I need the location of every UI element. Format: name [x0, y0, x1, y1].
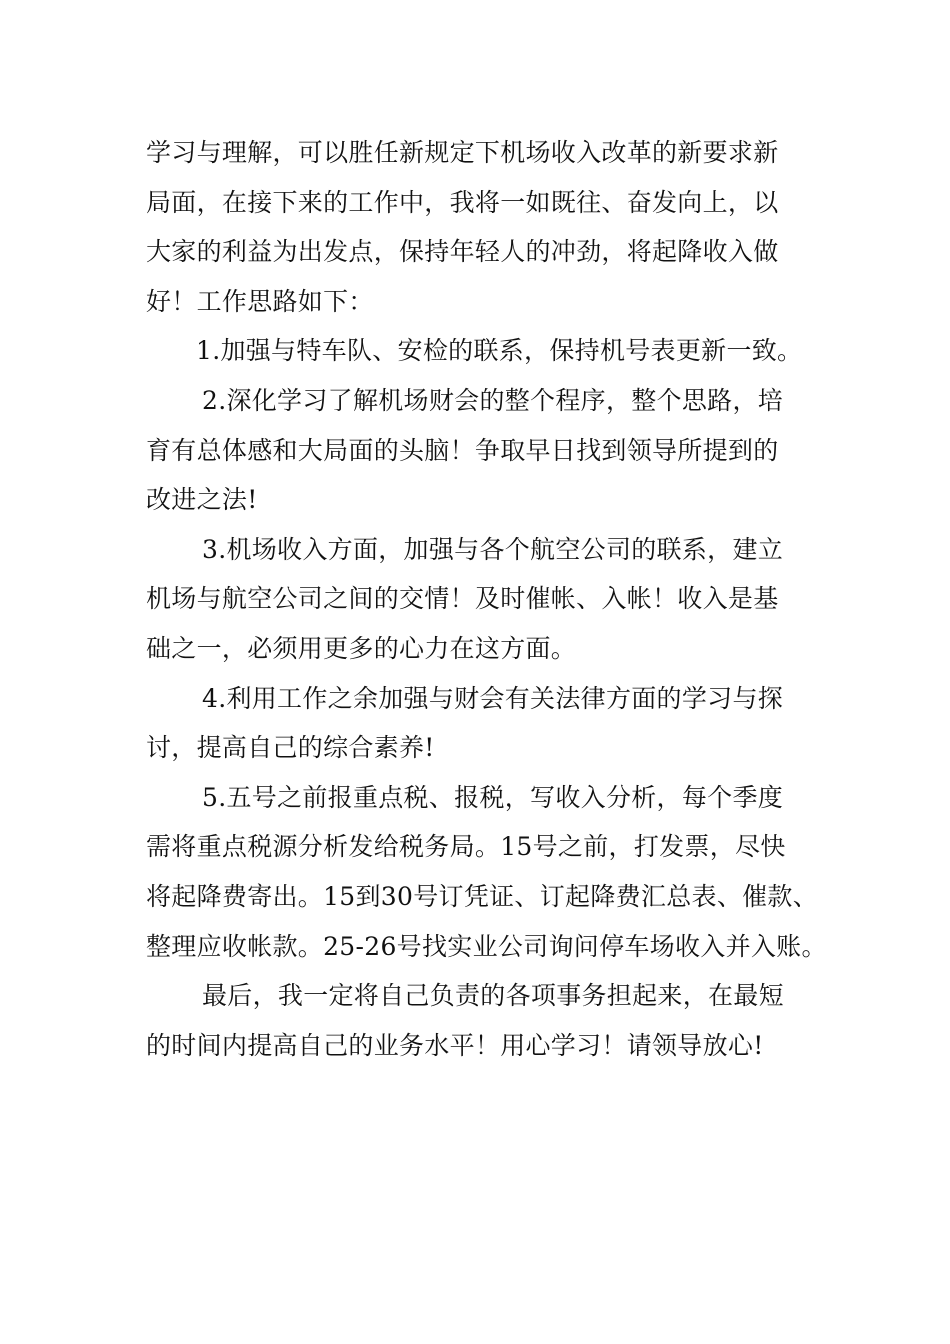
text-line: 好！工作思路如下： — [146, 286, 374, 316]
text-line: 讨，提高自己的综合素养! — [146, 733, 435, 763]
text-line: 整理应收帐款。25-26号找实业公司询问停车场收入并入账。 — [146, 931, 827, 961]
list-item-3: 3.机场收入方面，加强与各个航空公司的联系，建立 — [202, 534, 784, 564]
text-line: 的时间内提高自己的业务水平！用心学习！请领导放心! — [146, 1030, 764, 1060]
text-line: 改进之法! — [146, 485, 258, 515]
list-item-1: 1.加强与特车队、安检的联系，保持机号表更新一致。 — [196, 336, 803, 366]
text-line: 育有总体感和大局面的头脑！争取早日找到领导所提到的 — [146, 435, 779, 465]
text-line: 大家的利益为出发点，保持年轻人的冲劲，将起降收入做 — [146, 237, 779, 267]
list-item-5: 5.五号之前报重点税、报税，写收入分析，每个季度 — [202, 782, 784, 812]
text-line: 学习与理解，可以胜任新规定下机场收入改革的新要求新 — [146, 138, 779, 167]
closing-paragraph: 最后，我一定将自己负责的各项事务担起来，在最短 — [202, 981, 784, 1011]
text-line: 础之一，必须用更多的心力在这方面。 — [146, 633, 577, 663]
text-line: 局面，在接下来的工作中，我将一如既往、奋发向上，以 — [146, 187, 779, 217]
text-line: 将起降费寄出。15到30号订凭证、订起降费汇总表、催款、 — [146, 881, 819, 911]
text-line: 机场与航空公司之间的交情！及时催帐、入帐！收入是基 — [146, 584, 779, 614]
text-line: 需将重点税源分析发给税务局。15号之前，打发票，尽快 — [146, 832, 786, 862]
list-item-4: 4.利用工作之余加强与财会有关法律方面的学习与探 — [202, 683, 784, 713]
document-body — [146, 128, 836, 1070]
list-item-2: 2.深化学习了解机场财会的整个程序，整个思路，培 — [202, 385, 784, 415]
